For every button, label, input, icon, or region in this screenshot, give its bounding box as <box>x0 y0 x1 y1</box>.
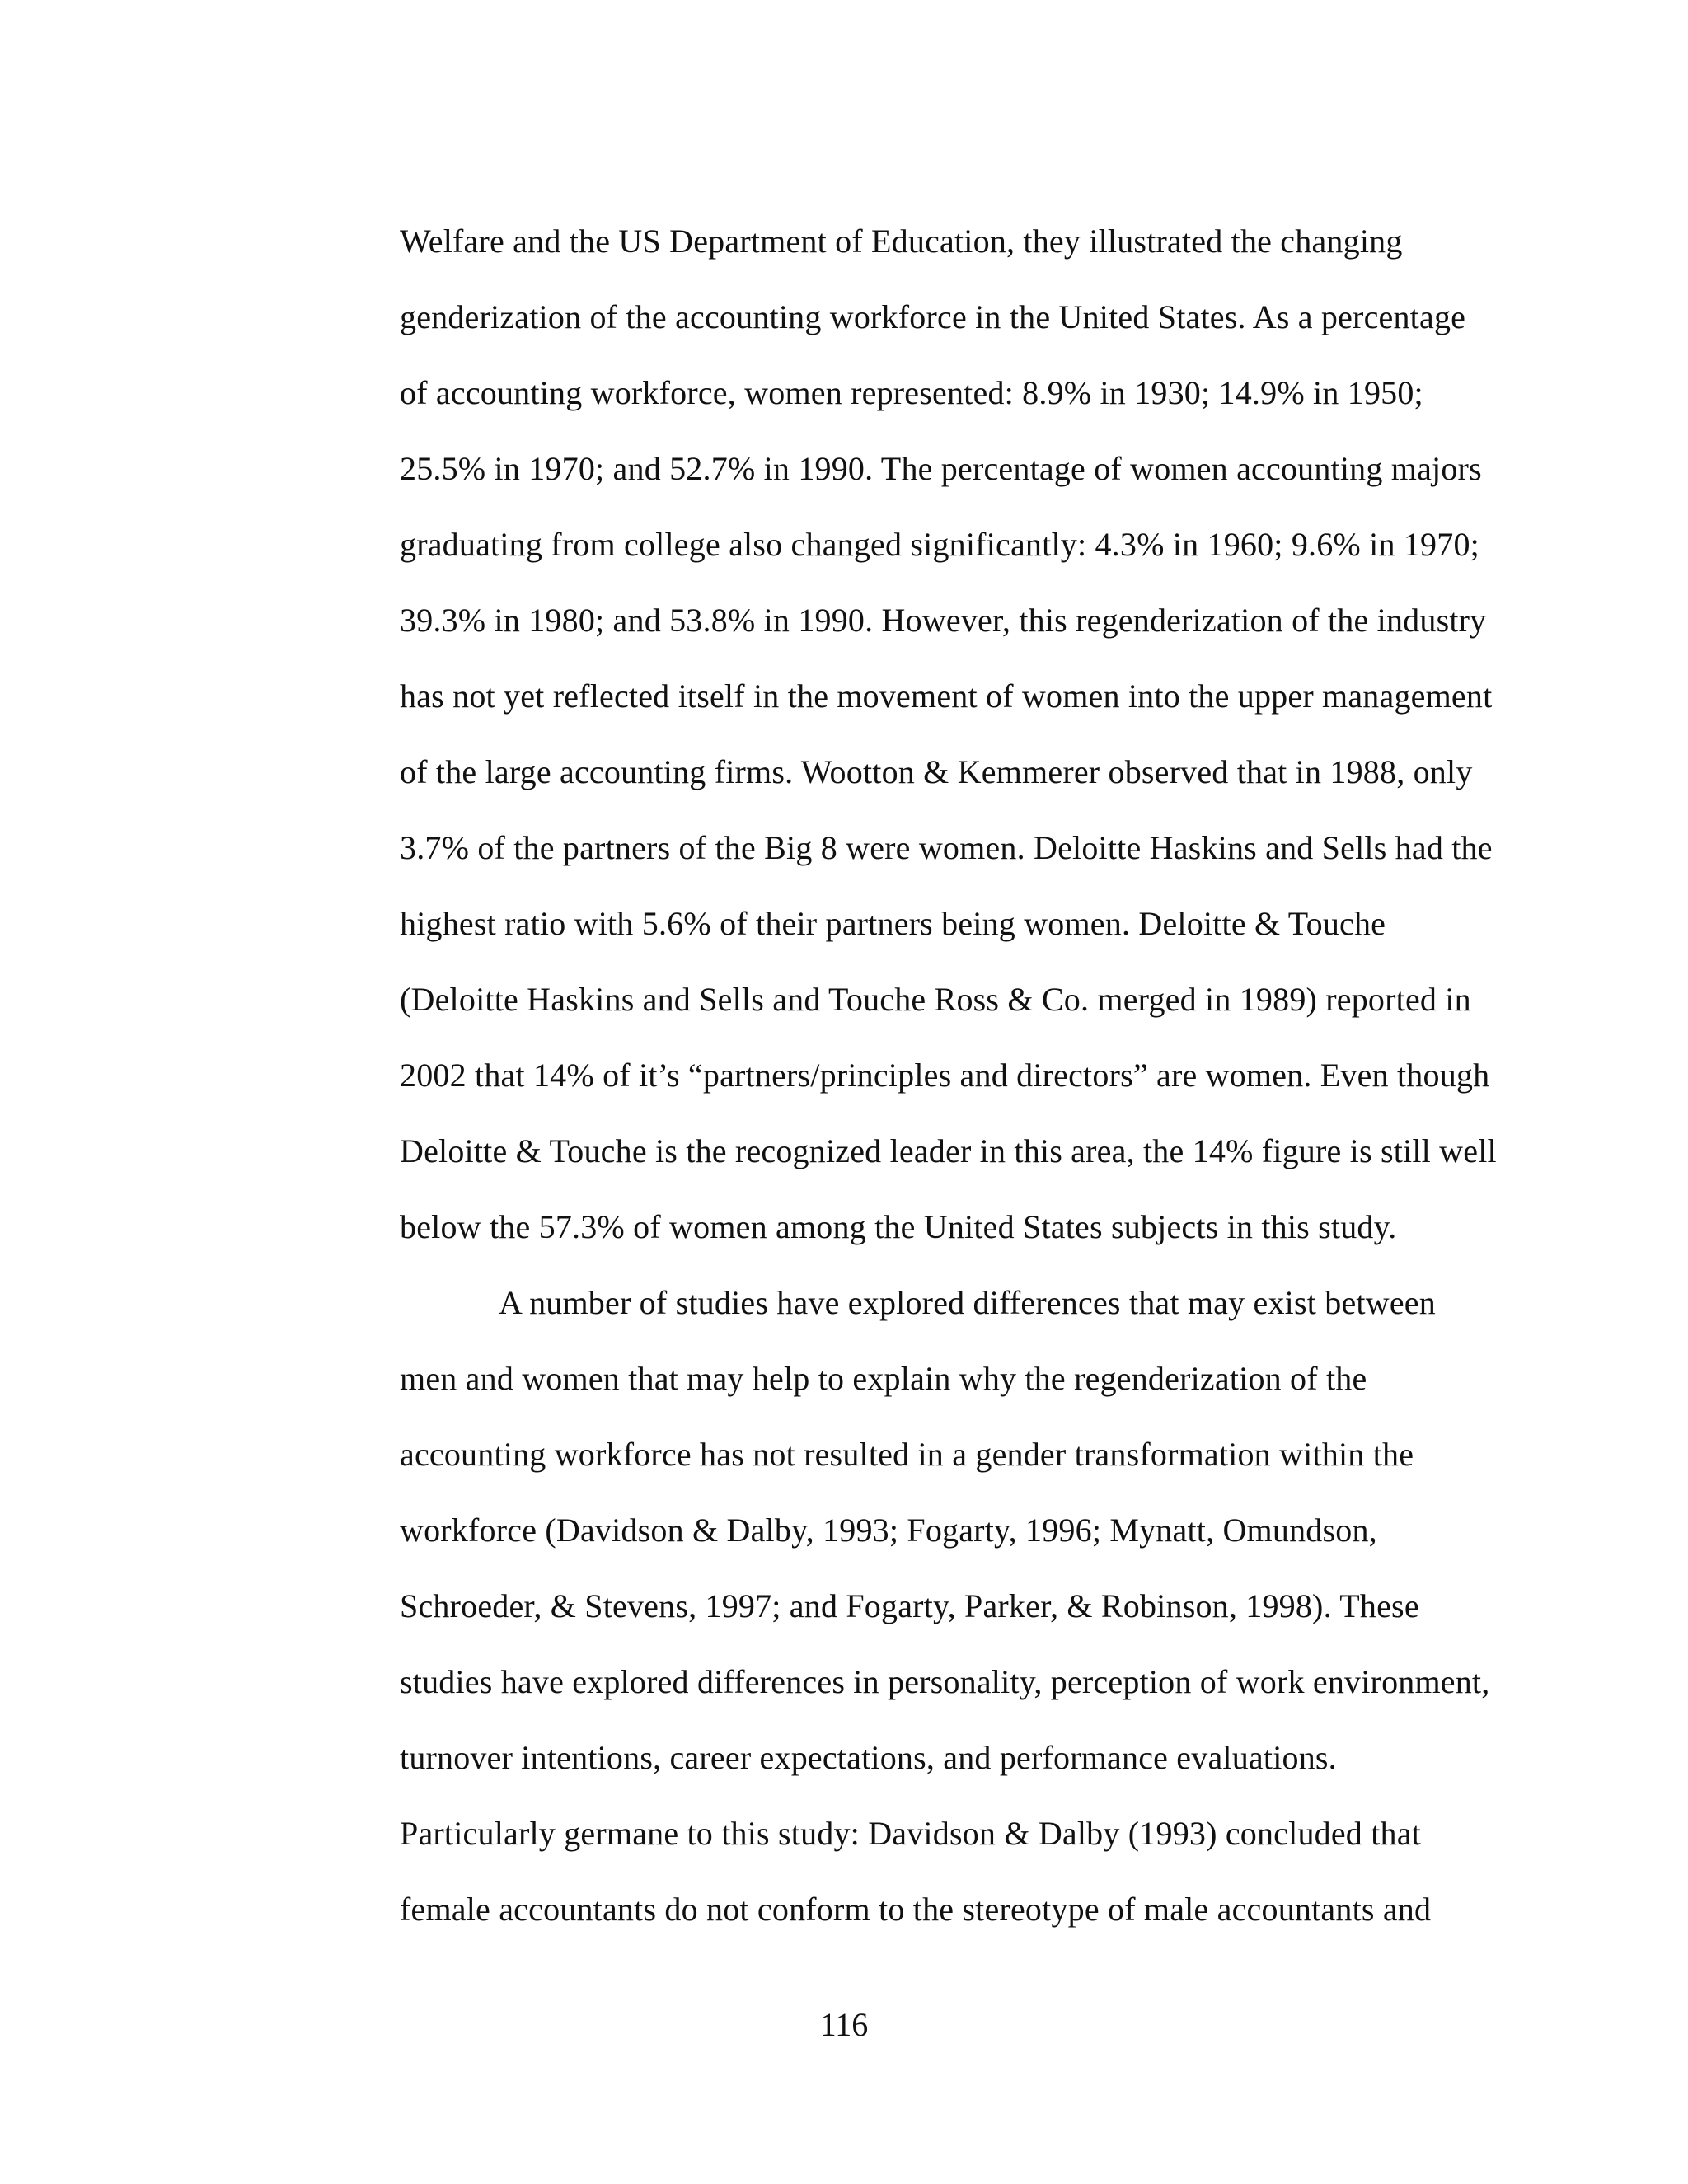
text-line: accounting workforce has not resulted in a gender transformation within the <box>400 1436 1414 1473</box>
text-line: men and women that may help to explain why the regenderization of the <box>400 1360 1367 1397</box>
text-line: 2002 that 14% of it’s “partners/principles and directors” are women. Even though <box>400 1057 1490 1094</box>
text-line: highest ratio with 5.6% of their partners being women. Deloitte & Touche <box>400 905 1386 942</box>
text-line: has not yet reflected itself in the movement of women into the upper management <box>400 677 1493 715</box>
text-line: Schroeder, & Stevens, 1997; and Fogarty, Parker, & Robinson, 1998). These <box>400 1587 1419 1624</box>
text-line: Welfare and the US Department of Education, they illustrated the changing <box>400 223 1403 260</box>
text-line: genderization of the accounting workforce in the United States. As a percentage <box>400 298 1466 335</box>
text-line: 3.7% of the partners of the Big 8 were women. Deloitte Haskins and Sells had the <box>400 829 1493 866</box>
text-line: female accountants do not conform to the stereotype of male accountants and <box>400 1891 1432 1928</box>
text-line: 25.5% in 1970; and 52.7% in 1990. The percentage of women accounting majors <box>400 450 1482 487</box>
paragraph-start-line: A number of studies have explored differences that may exist between <box>499 1284 1436 1321</box>
text-line: turnover intentions, career expectations, and performance evaluations. <box>400 1739 1337 1776</box>
text-line: (Deloitte Haskins and Sells and Touche Ross & Co. merged in 1989) reported in <box>400 981 1471 1018</box>
text-line: workforce (Davidson & Dalby, 1993; Fogarty, 1996; Mynatt, Omundson, <box>400 1511 1377 1549</box>
text-line: Deloitte & Touche is the recognized leader in this area, the 14% figure is still well <box>400 1132 1497 1169</box>
text-line: Particularly germane to this study: Davidson & Dalby (1993) concluded that <box>400 1815 1421 1852</box>
text-line: graduating from college also changed significantly: 4.3% in 1960; 9.6% in 1970; <box>400 526 1479 563</box>
text-line: 39.3% in 1980; and 53.8% in 1990. However, this regenderization of the industry <box>400 602 1487 639</box>
text-line: studies have explored differences in personality, perception of work environment, <box>400 1663 1490 1700</box>
text-line: below the 57.3% of women among the United States subjects in this study. <box>400 1208 1397 1245</box>
page-number: 116 <box>819 2006 869 2043</box>
text-line: of accounting workforce, women represented: 8.9% in 1930; 14.9% in 1950; <box>400 374 1423 411</box>
text-line: of the large accounting firms. Wootton & Kemmerer observed that in 1988, only <box>400 753 1473 790</box>
